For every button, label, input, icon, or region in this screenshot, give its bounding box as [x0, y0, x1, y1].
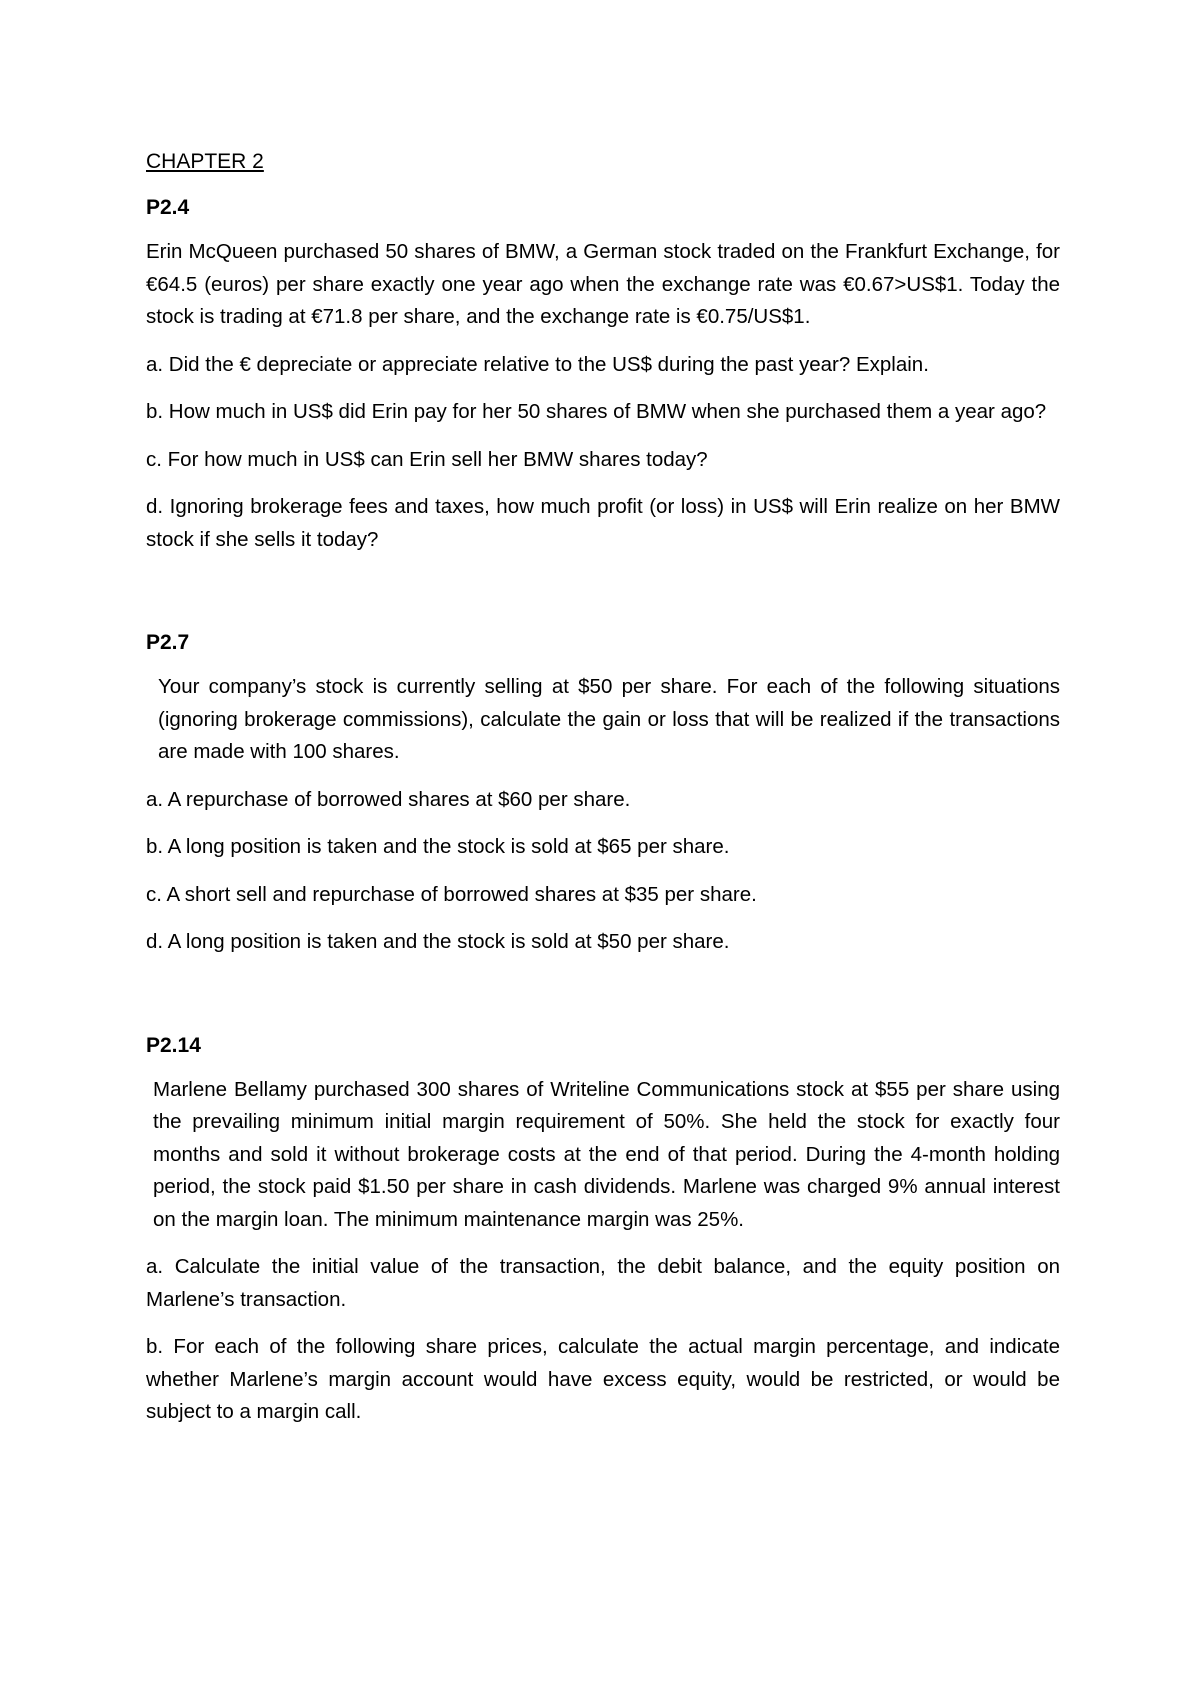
section-intro: Marlene Bellamy purchased 300 shares of Writeline Communications stock at $55 per share using the prevailing minimum initial margin requirement of 50%. She held the stock for exactly four months and sold it without brokerage costs at the end of that period. During the 4-month holding period, the stock paid $1.50 per share in cash dividends. Marlene was charged 9% annual interest on the margin loan. The minimum maintenance margin was 25%. [153, 1077, 1060, 1231]
document-page [146, 146, 1060, 1444]
question-item: d. A long position is taken and the stock is sold at $50 per share. [146, 930, 730, 953]
question-item: c. For how much in US$ can Erin sell her BMW shares today? [146, 447, 708, 471]
chapter-title: CHAPTER 2 [146, 150, 264, 173]
section-p2-7 [146, 627, 1060, 959]
question-item: c. A short sell and repurchase of borrowed shares at $35 per share. [146, 882, 757, 906]
question-item: a. Calculate the initial value of the transaction, the debit balance, and the equity position on Marlene’s transaction. [146, 1255, 1060, 1311]
question-item: b. For each of the following share prices, calculate the actual margin percentage, and indicate whether Marlene’s margin account would have excess equity, would be restricted, or would be subject to a margin call. [146, 1335, 1060, 1423]
section-heading: P2.14 [146, 1033, 201, 1057]
section-p2-14 [146, 1030, 1060, 1429]
question-item: b. How much in US$ did Erin pay for her 50 shares of BMW when she purchased them a year ago? [146, 400, 1047, 423]
section-p2-4 [146, 192, 1060, 556]
question-item: a. Did the € depreciate or appreciate relative to the US$ during the past year? Explain. [146, 352, 929, 376]
section-intro: Erin McQueen purchased 50 shares of BMW, a German stock traded on the Frankfurt Exchange, for €64.5 (euros) per share exactly one year ago when the exchange rate was €0.67>US$1. Today the stock is trading at €71.8 per share, and the exchange rate is €0.75/US$1. [146, 240, 1060, 328]
section-spacer [146, 571, 1060, 627]
question-item: d. Ignoring brokerage fees and taxes, how much profit (or loss) in US$ will Erin realize on her BMW stock if she sells it today? [146, 495, 1060, 551]
section-heading: P2.4 [146, 196, 190, 219]
section-heading: P2.7 [146, 631, 190, 654]
section-intro: Your company’s stock is currently selling at $50 per share. For each of the following situations (ignoring brokerage commissions), calculate the gain or loss that will be realized if the transactions are made with 100 shares. [158, 675, 1060, 763]
section-spacer [146, 974, 1060, 1030]
question-item: a. A repurchase of borrowed shares at $60 per share. [146, 787, 631, 811]
question-item: b. A long position is taken and the stock is sold at $65 per share. [146, 835, 730, 858]
